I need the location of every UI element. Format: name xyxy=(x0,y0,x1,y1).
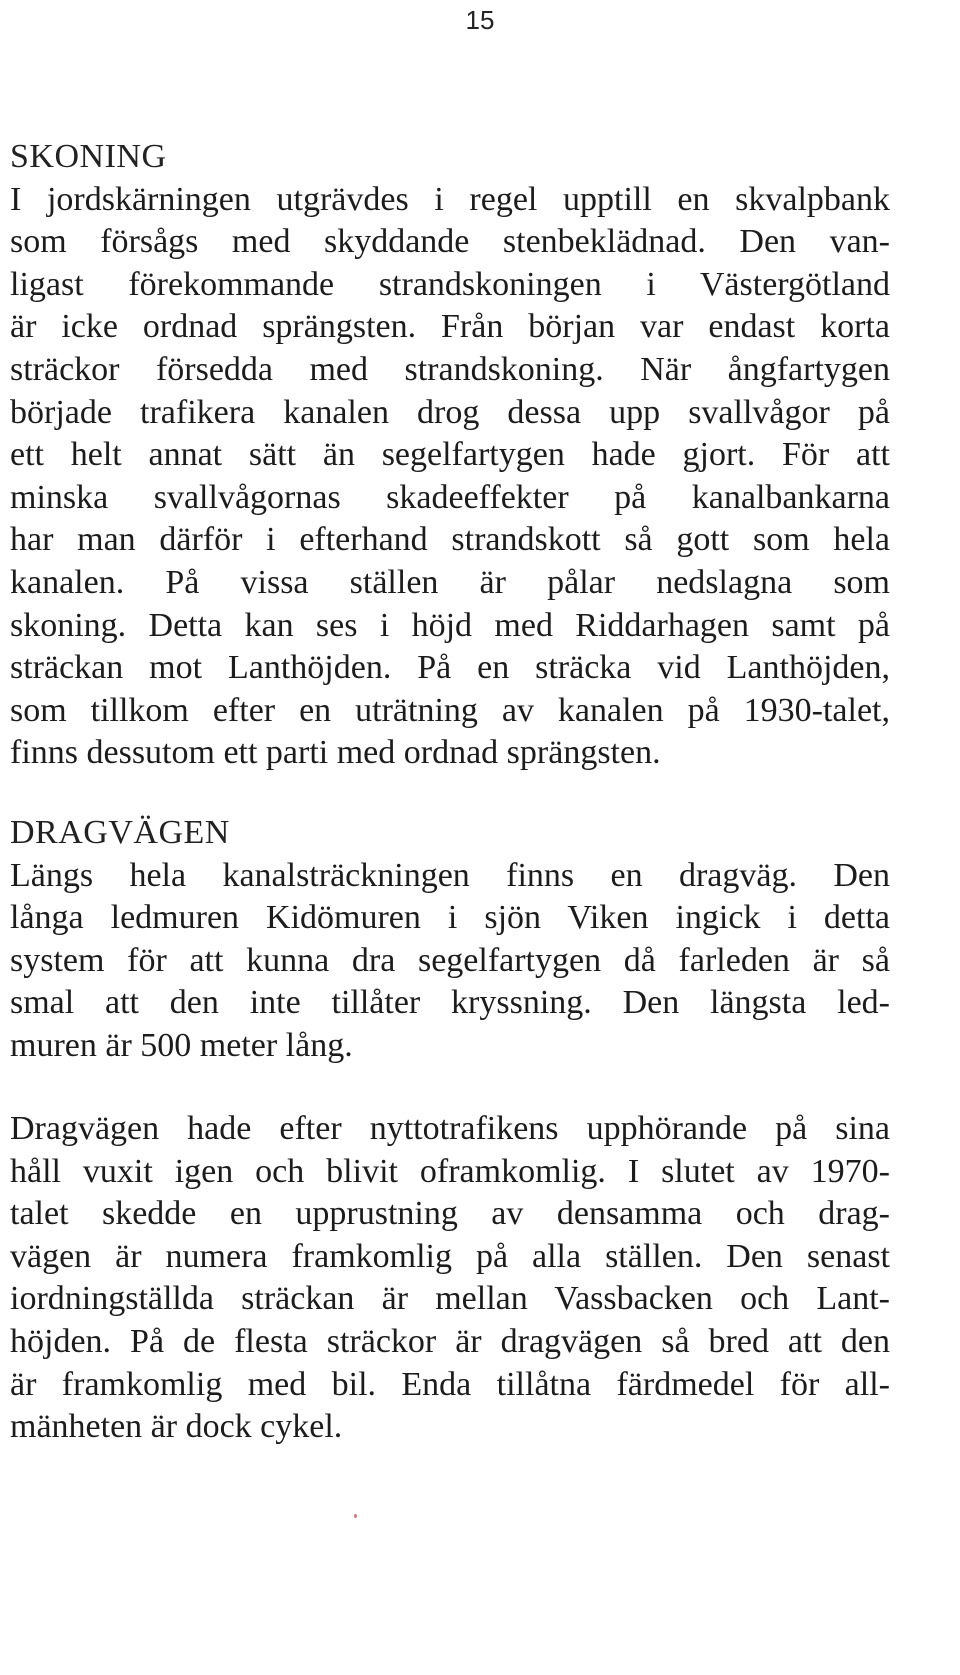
section-dragvagen-continued xyxy=(10,1108,890,1449)
text-line: minska svallvågornas skadeeffekter på kanalbankarna xyxy=(10,478,890,516)
text-line: höjden. På de flesta sträckor är dragvägen så bred att den xyxy=(10,1322,890,1360)
text-line: som tillkom efter en uträtning av kanalen på 1930-talet, xyxy=(10,691,890,729)
paragraph xyxy=(10,855,890,1068)
text-line: började trafikera kanalen drog dessa upp svallvågor på xyxy=(10,393,890,431)
text-line: ligast förekommande strandskoningen i Västergötland xyxy=(10,265,890,303)
text-line: håll vuxit igen och blivit oframkomlig. I slutet av 1970- xyxy=(10,1152,890,1190)
page-number: 15 xyxy=(465,5,495,35)
text-line: I jordskärningen utgrävdes i regel upptill en skvalpbank xyxy=(10,180,890,218)
paragraph xyxy=(10,1108,890,1449)
paragraph xyxy=(10,179,890,775)
text-line: har man därför i efterhand strandskott så gott som hela xyxy=(10,521,890,559)
section-dragvagen xyxy=(10,812,890,1068)
text-line: iordningställda sträckan är mellan Vassbacken och Lant- xyxy=(10,1280,890,1318)
section-heading: SKONING xyxy=(10,138,167,175)
text-line: ett helt annat sätt än segelfartygen hade gjort. För att xyxy=(10,436,890,474)
text-line: muren är 500 meter lång. xyxy=(10,1026,353,1064)
text-line: vägen är numera framkomlig på alla ställen. Den senast xyxy=(10,1237,890,1275)
text-line: Dragvägen hade efter nyttotrafikens upphörande på sina xyxy=(10,1110,890,1147)
text-line: sträckor försedda med strandskoning. När ångfartygen xyxy=(10,350,890,388)
text-line: smal att den inte tillåter kryssning. Den längsta led- xyxy=(10,984,890,1022)
section-skoning xyxy=(10,136,890,775)
text-line: skoning. Detta kan ses i höjd med Riddarhagen samt på xyxy=(10,606,890,644)
text-line: talet skedde en upprustning av densamma och drag- xyxy=(10,1195,890,1233)
text-line: som försågs med skyddande stenbeklädnad. Den van- xyxy=(10,223,890,261)
text-line: långa ledmuren Kidömuren i sjön Viken ingick i detta xyxy=(10,899,890,937)
text-line: är icke ordnad sprängsten. Från början var endast korta xyxy=(10,308,890,346)
print-speck xyxy=(354,1514,357,1518)
section-heading: DRAGVÄGEN xyxy=(10,814,230,851)
text-line: Längs hela kanalsträckningen finns en dragväg. Den xyxy=(10,856,890,894)
text-line: system för att kunna dra segelfartygen då farleden är så xyxy=(10,941,890,979)
text-line: kanalen. På vissa ställen är pålar nedslagna som xyxy=(10,563,890,601)
text-line: är framkomlig med bil. Enda tillåtna färdmedel för all- xyxy=(10,1365,890,1403)
text-line: sträckan mot Lanthöjden. På en sträcka vid Lanthöjden, xyxy=(10,649,890,687)
text-line: finns dessutom ett parti med ordnad sprängsten. xyxy=(10,734,661,772)
text-line: mänheten är dock cykel. xyxy=(10,1408,343,1446)
